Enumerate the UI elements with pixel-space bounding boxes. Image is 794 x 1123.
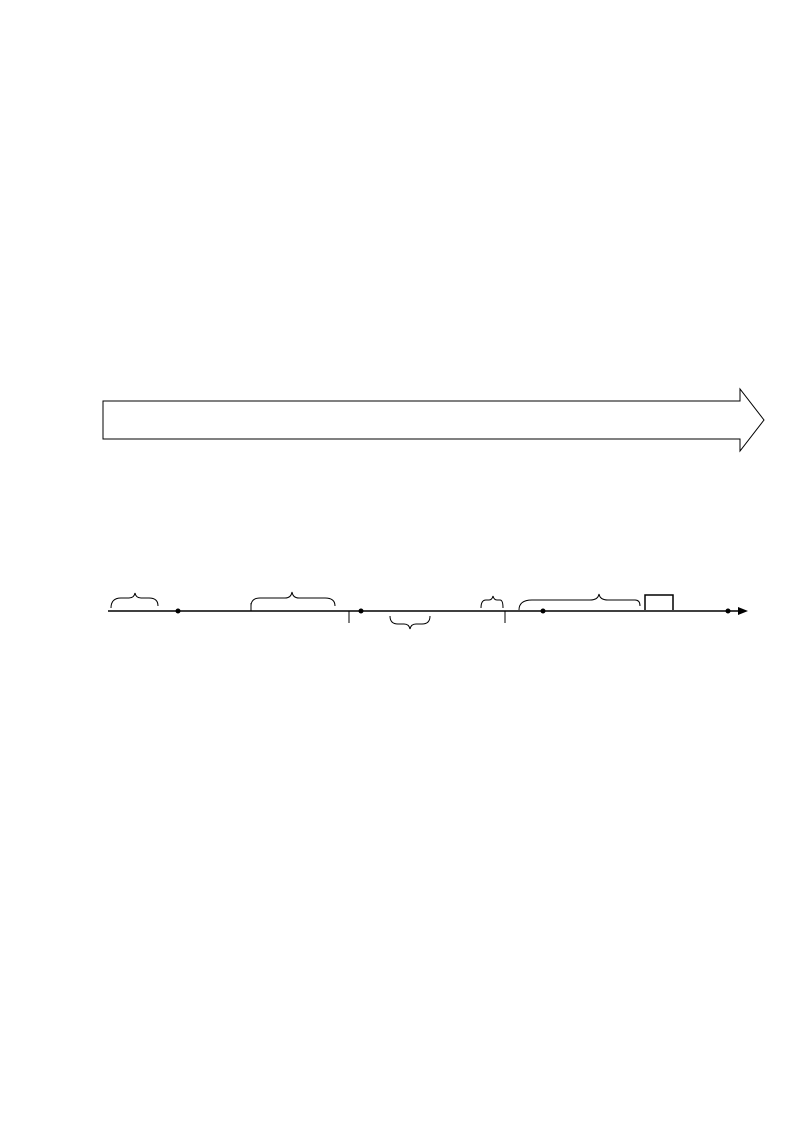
brace-france <box>519 594 640 610</box>
axis-dot-1700 <box>359 609 364 614</box>
brace-north-america <box>481 596 503 608</box>
axis-dot-1900 <box>726 609 731 614</box>
axis-dot-1800 <box>541 609 546 614</box>
brace-england <box>251 592 335 606</box>
bracket-late19 <box>645 595 673 610</box>
brace-netherlands <box>111 593 158 608</box>
axis-dot-1600 <box>176 609 181 614</box>
axis-arrowhead <box>738 607 748 615</box>
brace-uk-cabinet <box>390 616 430 629</box>
timeline-arrow-shape <box>103 389 764 451</box>
